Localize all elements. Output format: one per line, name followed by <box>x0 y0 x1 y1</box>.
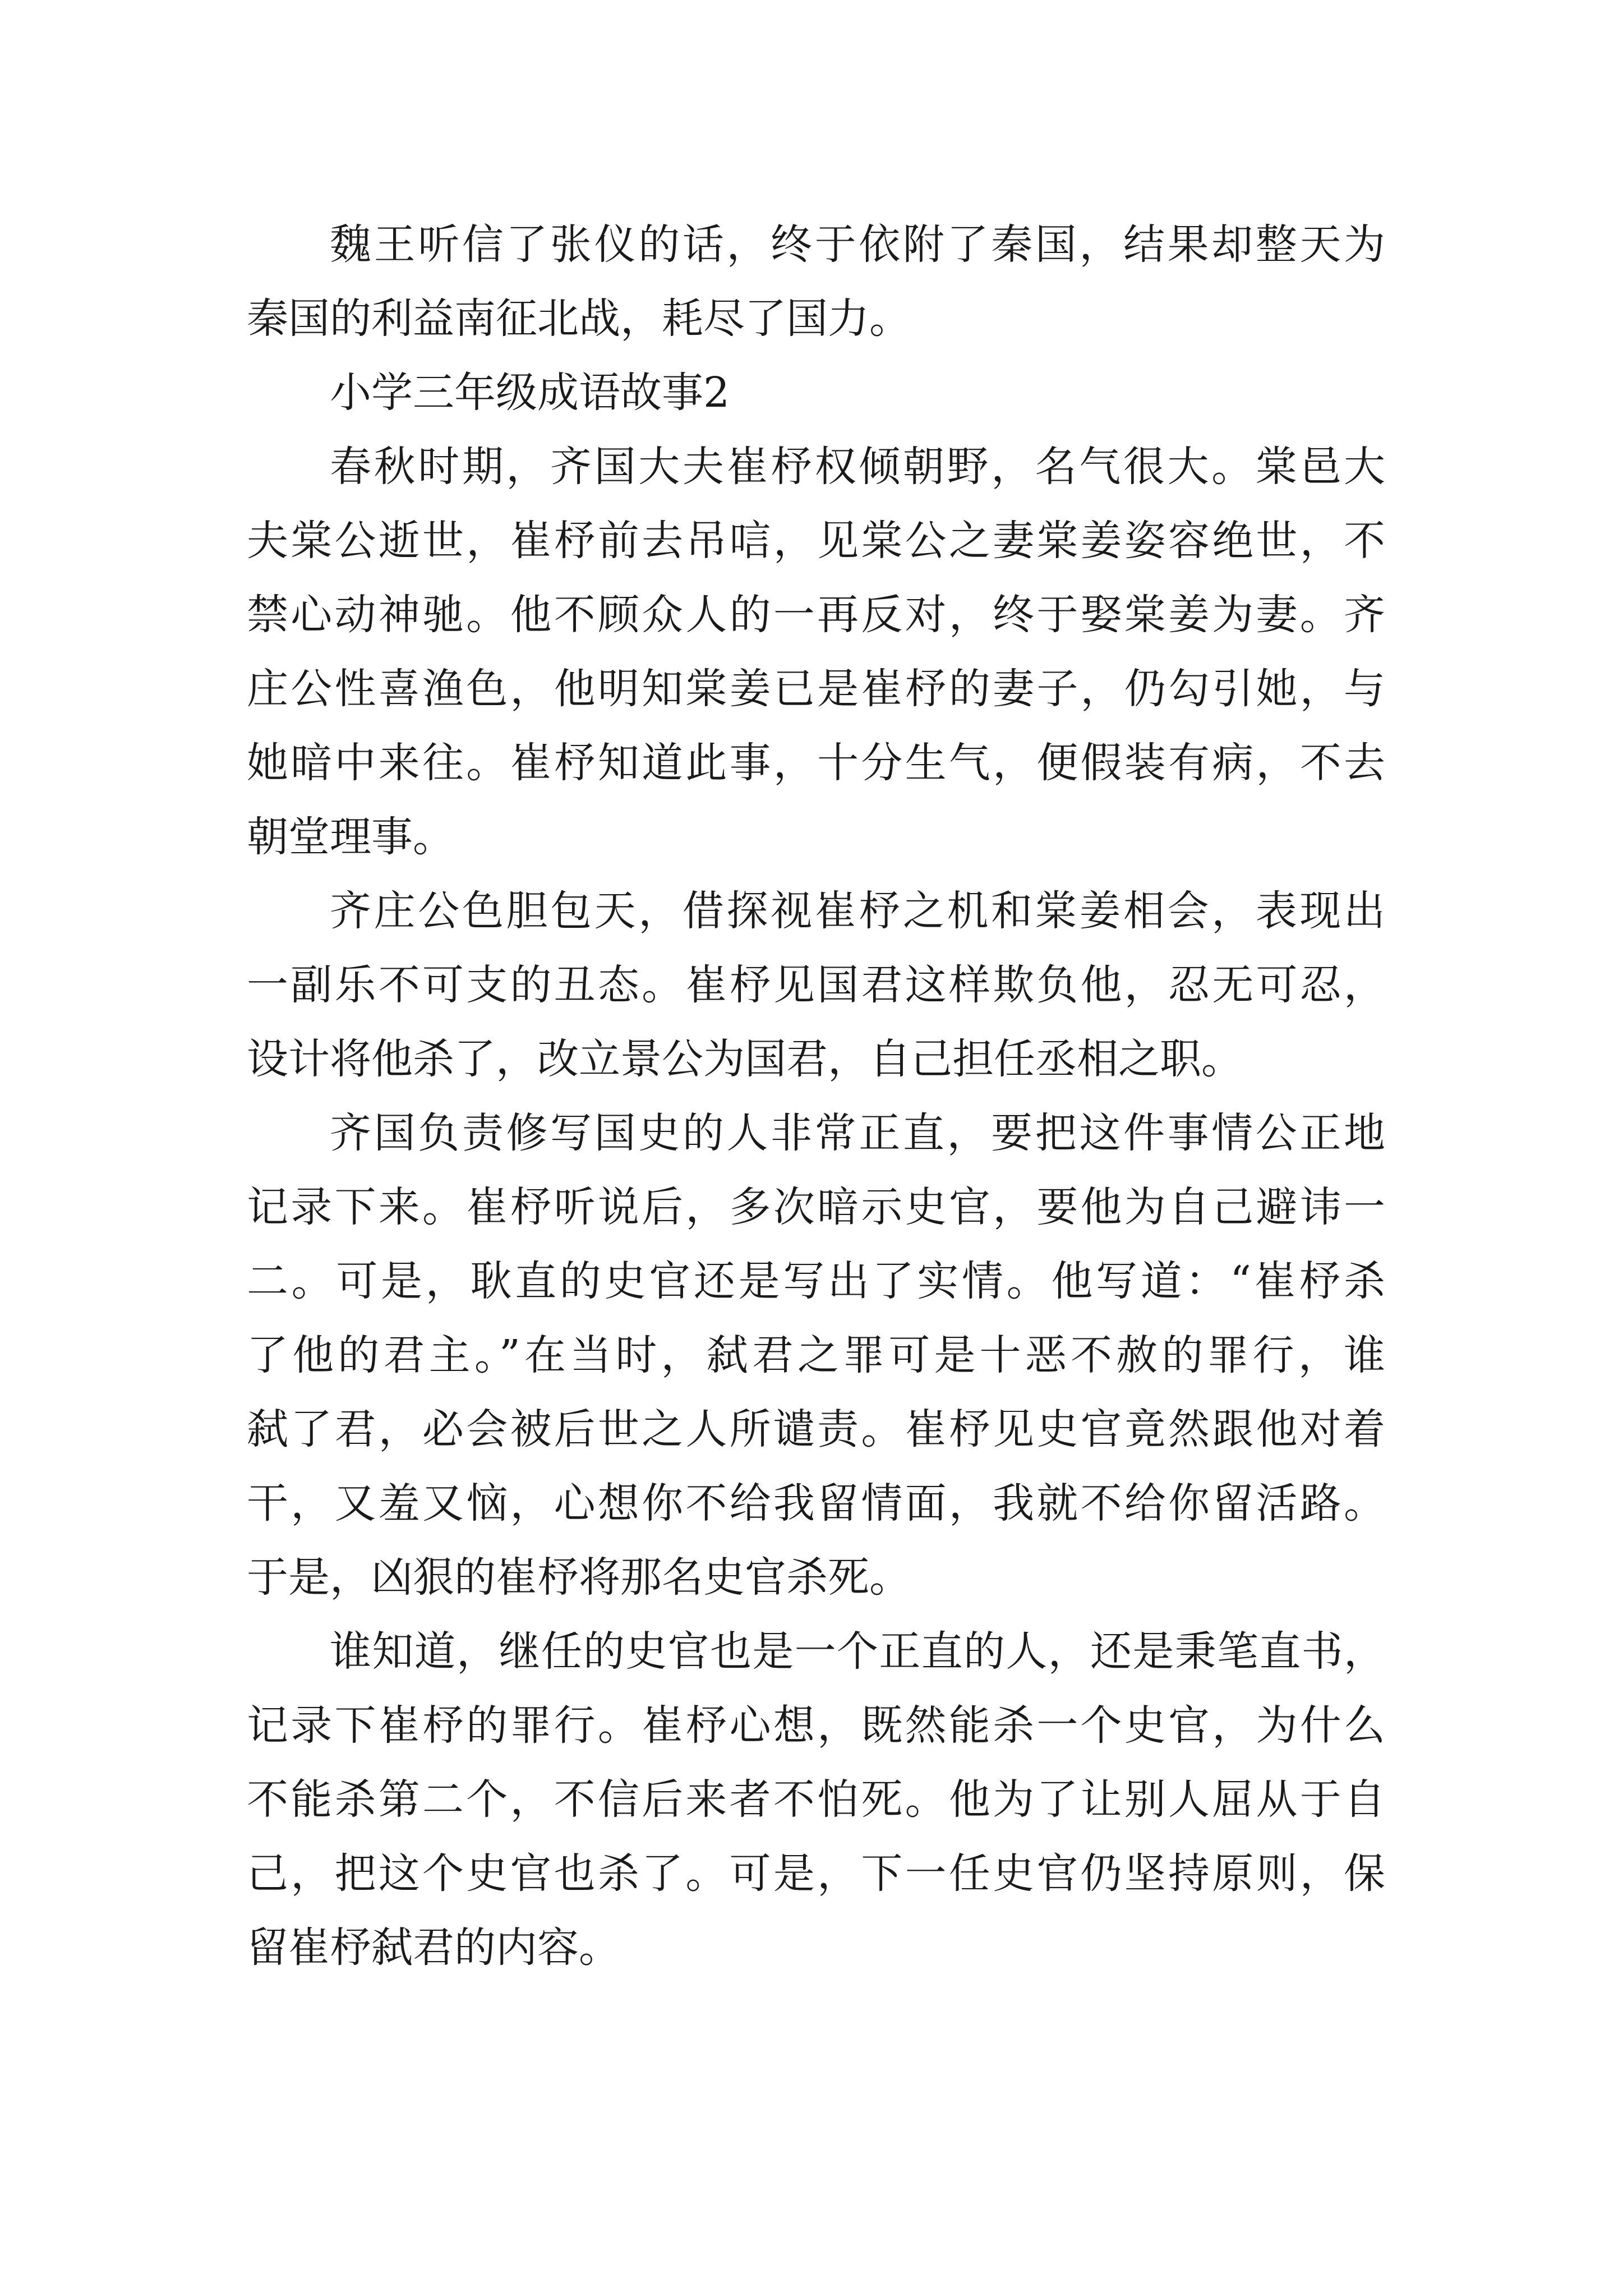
text-line: 禁心动神驰。他不顾众人的一再反对，终于娶棠姜为妻。齐 <box>247 591 1385 639</box>
text-line: 弑了君，必会被后世之人所谴责。崔杼见史官竟然跟他对着 <box>247 1405 1385 1453</box>
text-line: 谁知道，继任的史官也是一个正直的人，还是秉笔直书， <box>330 1627 1385 1676</box>
text-line: 朝堂理事。 <box>247 813 454 861</box>
text-line: 设计将他杀了，改立景公为国君，自己担任丞相之职。 <box>247 1035 1243 1083</box>
text-line: 不能杀第二个，不信后来者不怕死。他为了让别人屈从于自 <box>247 1775 1385 1824</box>
document-body <box>247 208 1385 1985</box>
text-line: 齐国负责修写国史的人非常正直，要把这件事情公正地 <box>330 1109 1385 1157</box>
text-line: 二。可是，耿直的史官还是写出了实情。他写道：“崔杼杀 <box>247 1257 1385 1305</box>
paragraph <box>247 430 1385 874</box>
text-line: 夫棠公逝世，崔杼前去吊唁，见棠公之妻棠姜姿容绝世，不 <box>247 517 1385 565</box>
text-line: 干，又羞又恼，心想你不给我留情面，我就不给你留活路。 <box>247 1479 1385 1527</box>
heading-text: 小学三年级成语故事2 <box>330 369 730 417</box>
text-line: 了他的君主。”在当时，弑君之罪可是十恶不赦的罪行，谁 <box>247 1331 1385 1379</box>
paragraph <box>247 1096 1385 1614</box>
section-heading <box>247 356 1385 430</box>
text-line: 己，把这个史官也杀了。可是，下一任史官仍坚持原则，保 <box>247 1849 1385 1898</box>
text-line: 她暗中来往。崔杼知道此事，十分生气，便假装有病，不去 <box>247 739 1385 787</box>
text-line: 记录下崔杼的罪行。崔杼心想，既然能杀一个史官，为什么 <box>247 1701 1385 1750</box>
text-line: 魏王听信了张仪的话，终于依附了秦国，结果却整天为 <box>330 220 1385 269</box>
paragraph <box>247 1614 1385 1985</box>
text-line: 记录下来。崔杼听说后，多次暗示史官，要他为自己避讳一 <box>247 1183 1385 1231</box>
text-line: 留崔杼弑君的内容。 <box>247 1924 620 1972</box>
paragraph <box>247 208 1385 356</box>
text-line: 齐庄公色胆包天，借探视崔杼之机和棠姜相会，表现出 <box>330 887 1385 935</box>
text-line: 一副乐不可支的丑态。崔杼见国君这样欺负他，忍无可忍， <box>247 961 1385 1009</box>
paragraph <box>247 874 1385 1096</box>
text-line: 秦国的利益南征北战，耗尽了国力。 <box>247 295 911 343</box>
text-line: 于是，凶狠的崔杼将那名史官杀死。 <box>247 1553 911 1602</box>
text-line: 庄公性喜渔色，他明知棠姜已是崔杼的妻子，仍勾引她，与 <box>247 665 1385 713</box>
text-line: 春秋时期，齐国大夫崔杼权倾朝野，名气很大。棠邑大 <box>330 443 1385 491</box>
